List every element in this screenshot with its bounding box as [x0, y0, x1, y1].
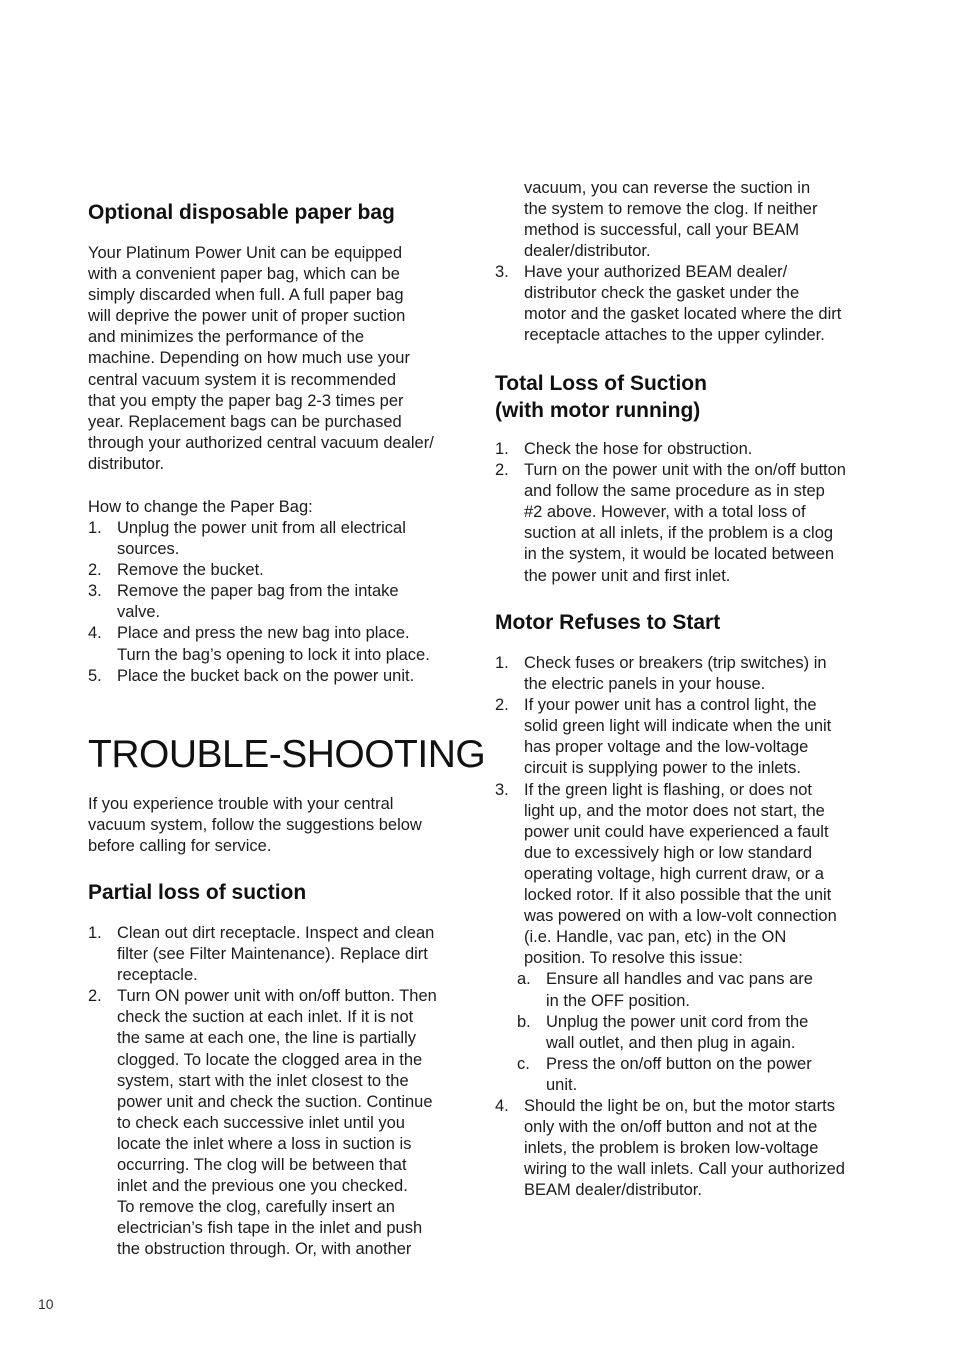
list-item-number: 1.	[495, 440, 509, 458]
total-loss-heading-line2: (with motor running)	[495, 399, 701, 422]
list-item-text: Unplug the power unit from all electrical sources.	[117, 519, 406, 559]
continued-steps	[495, 262, 875, 346]
list-item	[495, 653, 875, 695]
list-item-number: 2.	[495, 696, 509, 715]
list-item	[88, 560, 464, 581]
list-item-text: Check the hose for obstruction.	[524, 440, 753, 458]
list-item-text: Press the on/off button on the power unit.	[546, 1054, 812, 1094]
motor-steps-after	[495, 1096, 875, 1201]
list-item-text: Place and press the new bag into place. Turn the bag’s opening to lock it into place.	[117, 624, 430, 664]
list-item-text: Ensure all handles and vac pans are in the OFF position.	[546, 970, 813, 1010]
list-item	[88, 581, 464, 623]
list-item-number: b.	[517, 1012, 531, 1031]
list-item-number: a.	[517, 970, 531, 989]
list-item	[88, 623, 464, 665]
list-item	[495, 1096, 875, 1201]
list-item-number: 2.	[495, 461, 509, 480]
page-number: 10	[38, 1296, 54, 1312]
list-item-number: 1.	[88, 924, 102, 942]
paper-bag-heading: Optional disposable paper bag	[88, 201, 395, 224]
partial-loss-steps	[88, 923, 464, 1261]
list-item-text: Place the bucket back on the power unit.	[117, 666, 415, 685]
list-item-text: Check fuses or breakers (trip switches) in the electric panels in your house.	[524, 654, 827, 694]
list-item	[88, 518, 464, 560]
troubleshooting-title: TROUBLE-SHOOTING	[88, 733, 486, 776]
list-item-number: 2.	[88, 987, 102, 1006]
list-item-text: Have your authorized BEAM dealer/ distributor check the gasket under the motor and the gasket located where the dirt receptacle attaches to the upper cylinder.	[524, 263, 842, 345]
paper-bag-howto: How to change the Paper Bag:	[88, 498, 313, 516]
list-item	[495, 780, 875, 970]
list-item-number: 1.	[495, 654, 509, 672]
list-item-text: Turn on the power unit with the on/off button and follow the same procedure as in step #2 above. However, with a total loss of suction at all inlets, if the problem is a clog in the system, it would be located between the power unit and first inlet.	[524, 461, 846, 585]
paper-bag-steps	[88, 518, 464, 687]
list-item-number: 1.	[88, 519, 102, 537]
list-item	[495, 460, 875, 587]
troubleshooting-intro: If you experience trouble with your central vacuum system, follow the suggestions below before calling for service.	[88, 795, 422, 856]
motor-steps	[495, 653, 875, 1201]
list-item-text: Remove the bucket.	[117, 561, 264, 580]
list-item	[495, 439, 875, 460]
list-item-number: 4.	[88, 624, 102, 643]
list-item-number: c.	[517, 1054, 530, 1073]
continued-text: vacuum, you can reverse the suction in the system to remove the clog. If neither method is successful, call your BEAM dealer/distributor.	[524, 179, 818, 261]
list-item	[88, 666, 464, 687]
list-item	[495, 262, 875, 346]
list-item-text: Unplug the power unit cord from the wall outlet, and then plug in again.	[546, 1012, 809, 1052]
list-item-text: Clean out dirt receptacle. Inspect and clean filter (see Filter Maintenance). Replace dirt receptacle.	[117, 924, 435, 985]
motor-substeps	[495, 969, 875, 1096]
list-item-number: 3.	[495, 780, 509, 799]
list-item-number: 4.	[495, 1096, 509, 1115]
list-item-text: If your power unit has a control light, the solid green light will indicate when the unit has proper voltage and the low-voltage circuit is supplying power to the inlets.	[524, 696, 832, 778]
total-loss-steps	[495, 439, 875, 587]
sub-list-item	[495, 1012, 875, 1054]
list-item-text: Remove the paper bag from the intake valve.	[117, 582, 399, 622]
list-item-text: Turn ON power unit with on/off button. Then check the suction at each inlet. If it is not the same at each one, the line is partially clogged. To locate the clogged area in the system, start with the inlet closest to the power unit and check the suction. Continue to check each successive inlet until you locate the inlet where a loss in suction is occurring. The clog will be between that inlet and the previous one you checked. To remove the clog, carefully insert an electrician’s fish tape in the inlet and push the obstruction through. Or, with another	[117, 987, 437, 1259]
motor-heading: Motor Refuses to Start	[495, 611, 721, 634]
sub-list-item	[495, 1054, 875, 1096]
motor-steps-main	[495, 653, 875, 969]
list-item-number: 5.	[88, 666, 102, 685]
list-item	[495, 695, 875, 779]
list-item-number: 2.	[88, 561, 102, 580]
total-loss-heading-line1: Total Loss of Suction	[495, 372, 707, 395]
sub-list-item	[495, 969, 875, 1011]
list-item-number: 3.	[88, 582, 102, 601]
list-item-text: If the green light is flashing, or does not light up, and the motor does not start, the power unit could have experienced a fault due to excessively high or low standard operating voltage, high current draw, or a locked rotor. If it also possible that the unit was powered on with a low-volt connection (i.e. Handle, vac pan, etc) in the ON position. To resolve this issue:	[524, 780, 837, 968]
list-item	[88, 986, 464, 1260]
list-item-text: Should the light be on, but the motor starts only with the on/off button and not at the inlets, the problem is broken low-voltage wiring to the wall inlets. Call your authorized BEAM dealer/distributor.	[524, 1096, 845, 1200]
paper-bag-body: Your Platinum Power Unit can be equipped with a convenient paper bag, which can be simply discarded when full. A full paper bag will deprive the power unit of proper suction and minimizes the performance of the machine. Depending on how much use your central vacuum system it is recommended that you empty the paper bag 2-3 times per year. Replacement bags can be purchased through your authorized central vacuum dealer/ distributor.	[88, 244, 434, 473]
list-item-number: 3.	[495, 263, 509, 281]
partial-loss-heading: Partial loss of suction	[88, 881, 307, 904]
list-item	[88, 923, 464, 986]
